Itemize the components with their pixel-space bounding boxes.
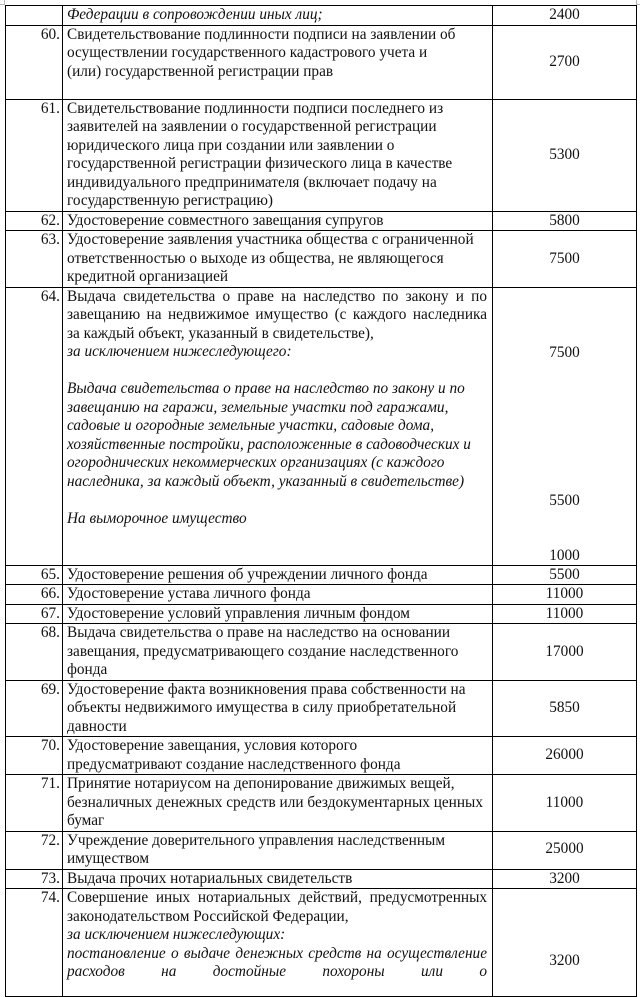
row-number: 71.	[6, 775, 63, 832]
row-number: 66.	[6, 585, 63, 605]
row-fee-cell	[493, 287, 637, 565]
table-row	[6, 889, 637, 997]
row-number	[6, 6, 63, 26]
row-description-text: Принятие нотариусом на депонирование движимых вещей, безналичных денежных средств или бездокументарных ценных бумаг	[67, 775, 483, 829]
table-row	[6, 624, 637, 681]
table-row	[6, 680, 637, 737]
spacer	[67, 491, 488, 510]
row-number: 62.	[6, 211, 63, 231]
row-number: 64.	[6, 287, 63, 565]
row-description: Удостоверение условий управления личным фондом	[63, 604, 493, 624]
row-description	[63, 737, 493, 775]
row-number: 70.	[6, 737, 63, 775]
row-fee: 3200	[493, 869, 637, 889]
row-fee: 5800	[493, 211, 637, 231]
row-fee: 5500	[493, 565, 637, 585]
row-fee: 11000	[493, 604, 637, 624]
row-fee: 7500	[549, 343, 580, 361]
row-number: 60.	[6, 25, 63, 99]
table-row	[6, 287, 637, 565]
row-fee: 2700	[493, 25, 637, 99]
row-number: 68.	[6, 624, 63, 681]
sub-item-fee: 1000	[549, 546, 580, 564]
table-row	[6, 25, 637, 99]
row-description	[63, 889, 493, 997]
table-row	[6, 831, 637, 869]
row-description-text: Выдача свидетельства о праве на наследство по закону и по завещанию на недвижимое имущество (с каждого наследника за каждый объект, указанный в свидетельстве),	[67, 287, 487, 342]
table-row	[6, 737, 637, 775]
row-fee: 26000	[493, 737, 637, 775]
table-row	[6, 6, 637, 26]
row-description: Удостоверение устава личного фонда	[63, 585, 493, 605]
row-fee: 7500	[493, 231, 637, 288]
table-row	[6, 565, 637, 585]
row-number: 65.	[6, 565, 63, 585]
table-row	[6, 869, 637, 889]
exception-intro: за исключением нижеследующих:	[67, 926, 286, 943]
row-description-text: Выдача свидетельства о праве на наследство на основании завещания, предусматривающего создание наследственного фонда	[67, 624, 459, 678]
sub-item-description: Выдача свидетельства о праве на наследство по закону и по завещанию на гаражи, земельные участки под гаражами, садовые и огородные земельные участки, садовые дома, хозяйственные постройки, расположенные в садоводческих и огороднических некоммерческих организациях (с каждого наследника, за каждый объект, указанный в свидетельстве)	[67, 380, 471, 490]
row-fee: 5850	[493, 680, 637, 737]
row-number: 69.	[6, 680, 63, 737]
row-number: 61.	[6, 99, 63, 211]
row-description	[63, 25, 493, 99]
table-row	[6, 211, 637, 231]
row-description	[63, 287, 493, 565]
row-description: Выдача прочих нотариальных свидетельств	[63, 869, 493, 889]
row-number: 72.	[6, 831, 63, 869]
spacer	[67, 362, 488, 381]
row-description-text: Свидетельствование подлинности подписи на заявлении об осуществлении государственного кадастрового учета и (или) государственной регистрации прав	[67, 25, 456, 80]
row-number: 74.	[6, 889, 63, 997]
notary-fee-table	[5, 5, 637, 997]
row-fee: 2400	[493, 6, 637, 26]
row-description-text: Учреждение доверительного управления наследственным имуществом	[67, 831, 446, 867]
table-row	[6, 775, 637, 832]
row-description	[63, 624, 493, 681]
sub-item-fee: 5500	[549, 491, 580, 509]
row-description-text: Удостоверение завещания, условия которого предусматривают создание наследственного фонда	[67, 737, 401, 773]
row-number: 67.	[6, 604, 63, 624]
row-fee: 17000	[493, 624, 637, 681]
row-description	[63, 231, 493, 288]
row-fee: 11000	[493, 775, 637, 832]
row-fee: 11000	[493, 585, 637, 605]
row-description	[63, 99, 493, 211]
row-fee: 25000	[493, 831, 637, 869]
row-description-text: Удостоверение факта возникновения права собственности на объекты недвижимого имущества в силу приобретательной давности	[67, 680, 466, 735]
row-description-text: Удостоверение заявления участника общества с ограниченной ответственностью о выходе из общества, не являющегося кредитной организацией	[67, 231, 474, 285]
row-description	[63, 831, 493, 869]
row-description: Федерации в сопровождении иных лиц;	[63, 6, 493, 26]
exception-intro: за исключением нижеследующего:	[67, 343, 292, 360]
row-description-text: Совершение иных нотариальных действий, предусмотренных законодательством Российской Федерации,	[67, 889, 487, 925]
table-row	[6, 585, 637, 605]
row-description: Удостоверение решения об учреждении личного фонда	[63, 565, 493, 585]
row-description	[63, 775, 493, 832]
row-number: 73.	[6, 869, 63, 889]
table-row	[6, 231, 637, 288]
row-fee: 3200	[493, 889, 637, 997]
row-number: 63.	[6, 231, 63, 288]
row-description	[63, 680, 493, 737]
table-row	[6, 99, 637, 211]
sub-item-description: На выморочное имущество	[67, 509, 247, 527]
table-row	[6, 604, 637, 624]
row-description-text: Свидетельствование подлинности подписи последнего из заявителей на заявлении о государственной регистрации юридического лица при создании или заявлении о государственной регистрации физического лица в качестве индивидуального предпринимателя (включает подачу на государственную регистрацию)	[67, 99, 453, 209]
sub-item-description: постановление о выдаче денежных средств на осуществление расходов на достойные похороны или о	[67, 944, 487, 980]
row-fee: 5300	[493, 99, 637, 211]
row-description: Удостоверение совместного завещания супругов	[63, 211, 493, 231]
